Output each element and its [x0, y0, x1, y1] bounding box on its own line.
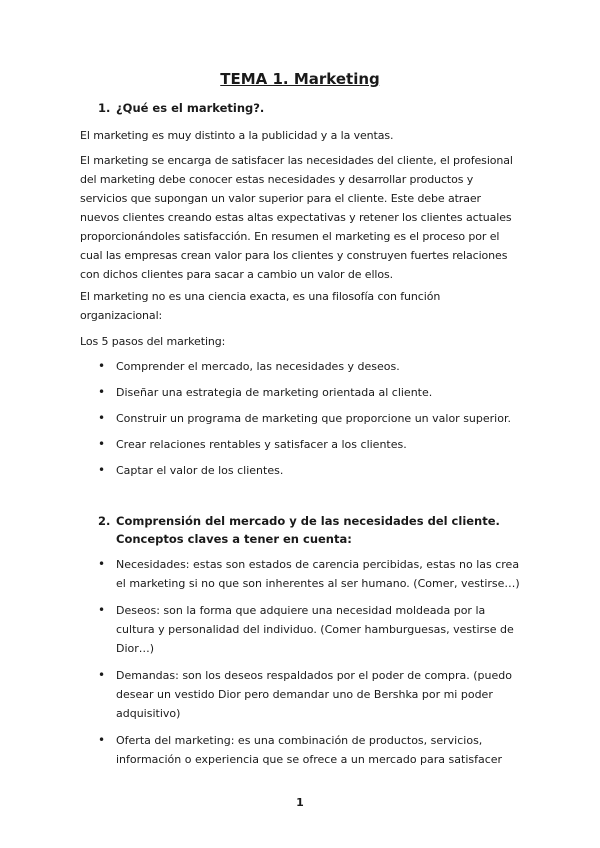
marketing-steps-list: [80, 357, 520, 480]
section-2-title-line1: Comprensión del mercado y de las necesidades del cliente.: [116, 514, 500, 528]
paragraph-intro: El marketing es muy distinto a la publicidad y a la ventas.: [80, 129, 394, 142]
list-item: • Deseos: son la forma que adquiere una necesidad moldeada por la cultura y personalidad del individuo. (Comer hamburguesas, vestirse de Dior…): [80, 601, 520, 658]
section-1-title: ¿Qué es el marketing?.: [116, 101, 265, 115]
section-1-number: 1.: [98, 101, 111, 115]
paragraph-definition: El marketing se encarga de satisfacer las necesidades del cliente, el profesional del marketing debe conocer estas necesidades y desarrollar productos y servicios que supongan un valor superior para el cliente. Este debe atraer nuevos clientes creando estas altas expectativas y retener los clientes actuales proporcionándoles satisfacción. En resumen el marketing es el proceso por el cual las empresas crean valor para los clientes y construyen fuertes relaciones con dichos clientes para sacar a cambio un valor de ellos.: [80, 154, 513, 281]
section-2-heading: [98, 512, 500, 548]
paragraph-philosophy: El marketing no es una ciencia exacta, es una filosofía con función organizacional:: [80, 290, 441, 322]
list-item: • Diseñar una estrategia de marketing orientada al cliente.: [80, 383, 520, 402]
document-title: TEMA 1. Marketing: [220, 70, 380, 88]
section-2-number: 2.: [98, 514, 111, 528]
list-item: • Construir un programa de marketing que proporcione un valor superior.: [80, 409, 520, 428]
paragraph-steps-intro: Los 5 pasos del marketing:: [80, 335, 226, 348]
list-item: • Necesidades: estas son estados de carencia percibidas, estas no las crea el marketing si no que son inherentes al ser humano. (Comer, vestirse…): [80, 555, 520, 593]
list-item: • Comprender el mercado, las necesidades y deseos.: [80, 357, 520, 376]
list-item: • Crear relaciones rentables y satisfacer a los clientes.: [80, 435, 520, 454]
key-concepts-list: [80, 555, 520, 769]
list-item: • Captar el valor de los clientes.: [80, 461, 520, 480]
section-1-heading: [98, 99, 264, 117]
list-item: • Demandas: son los deseos respaldados por el poder de compra. (puedo desear un vestido Dior pero demandar uno de Bershka por mi poder adquisitivo): [80, 666, 520, 723]
section-2-title-line2: Conceptos claves a tener en cuenta:: [116, 532, 352, 546]
page-number: 1: [296, 796, 304, 809]
list-item: • Oferta del marketing: es una combinación de productos, servicios, información o experiencia que se ofrece a un mercado para satisfacer: [80, 731, 520, 769]
